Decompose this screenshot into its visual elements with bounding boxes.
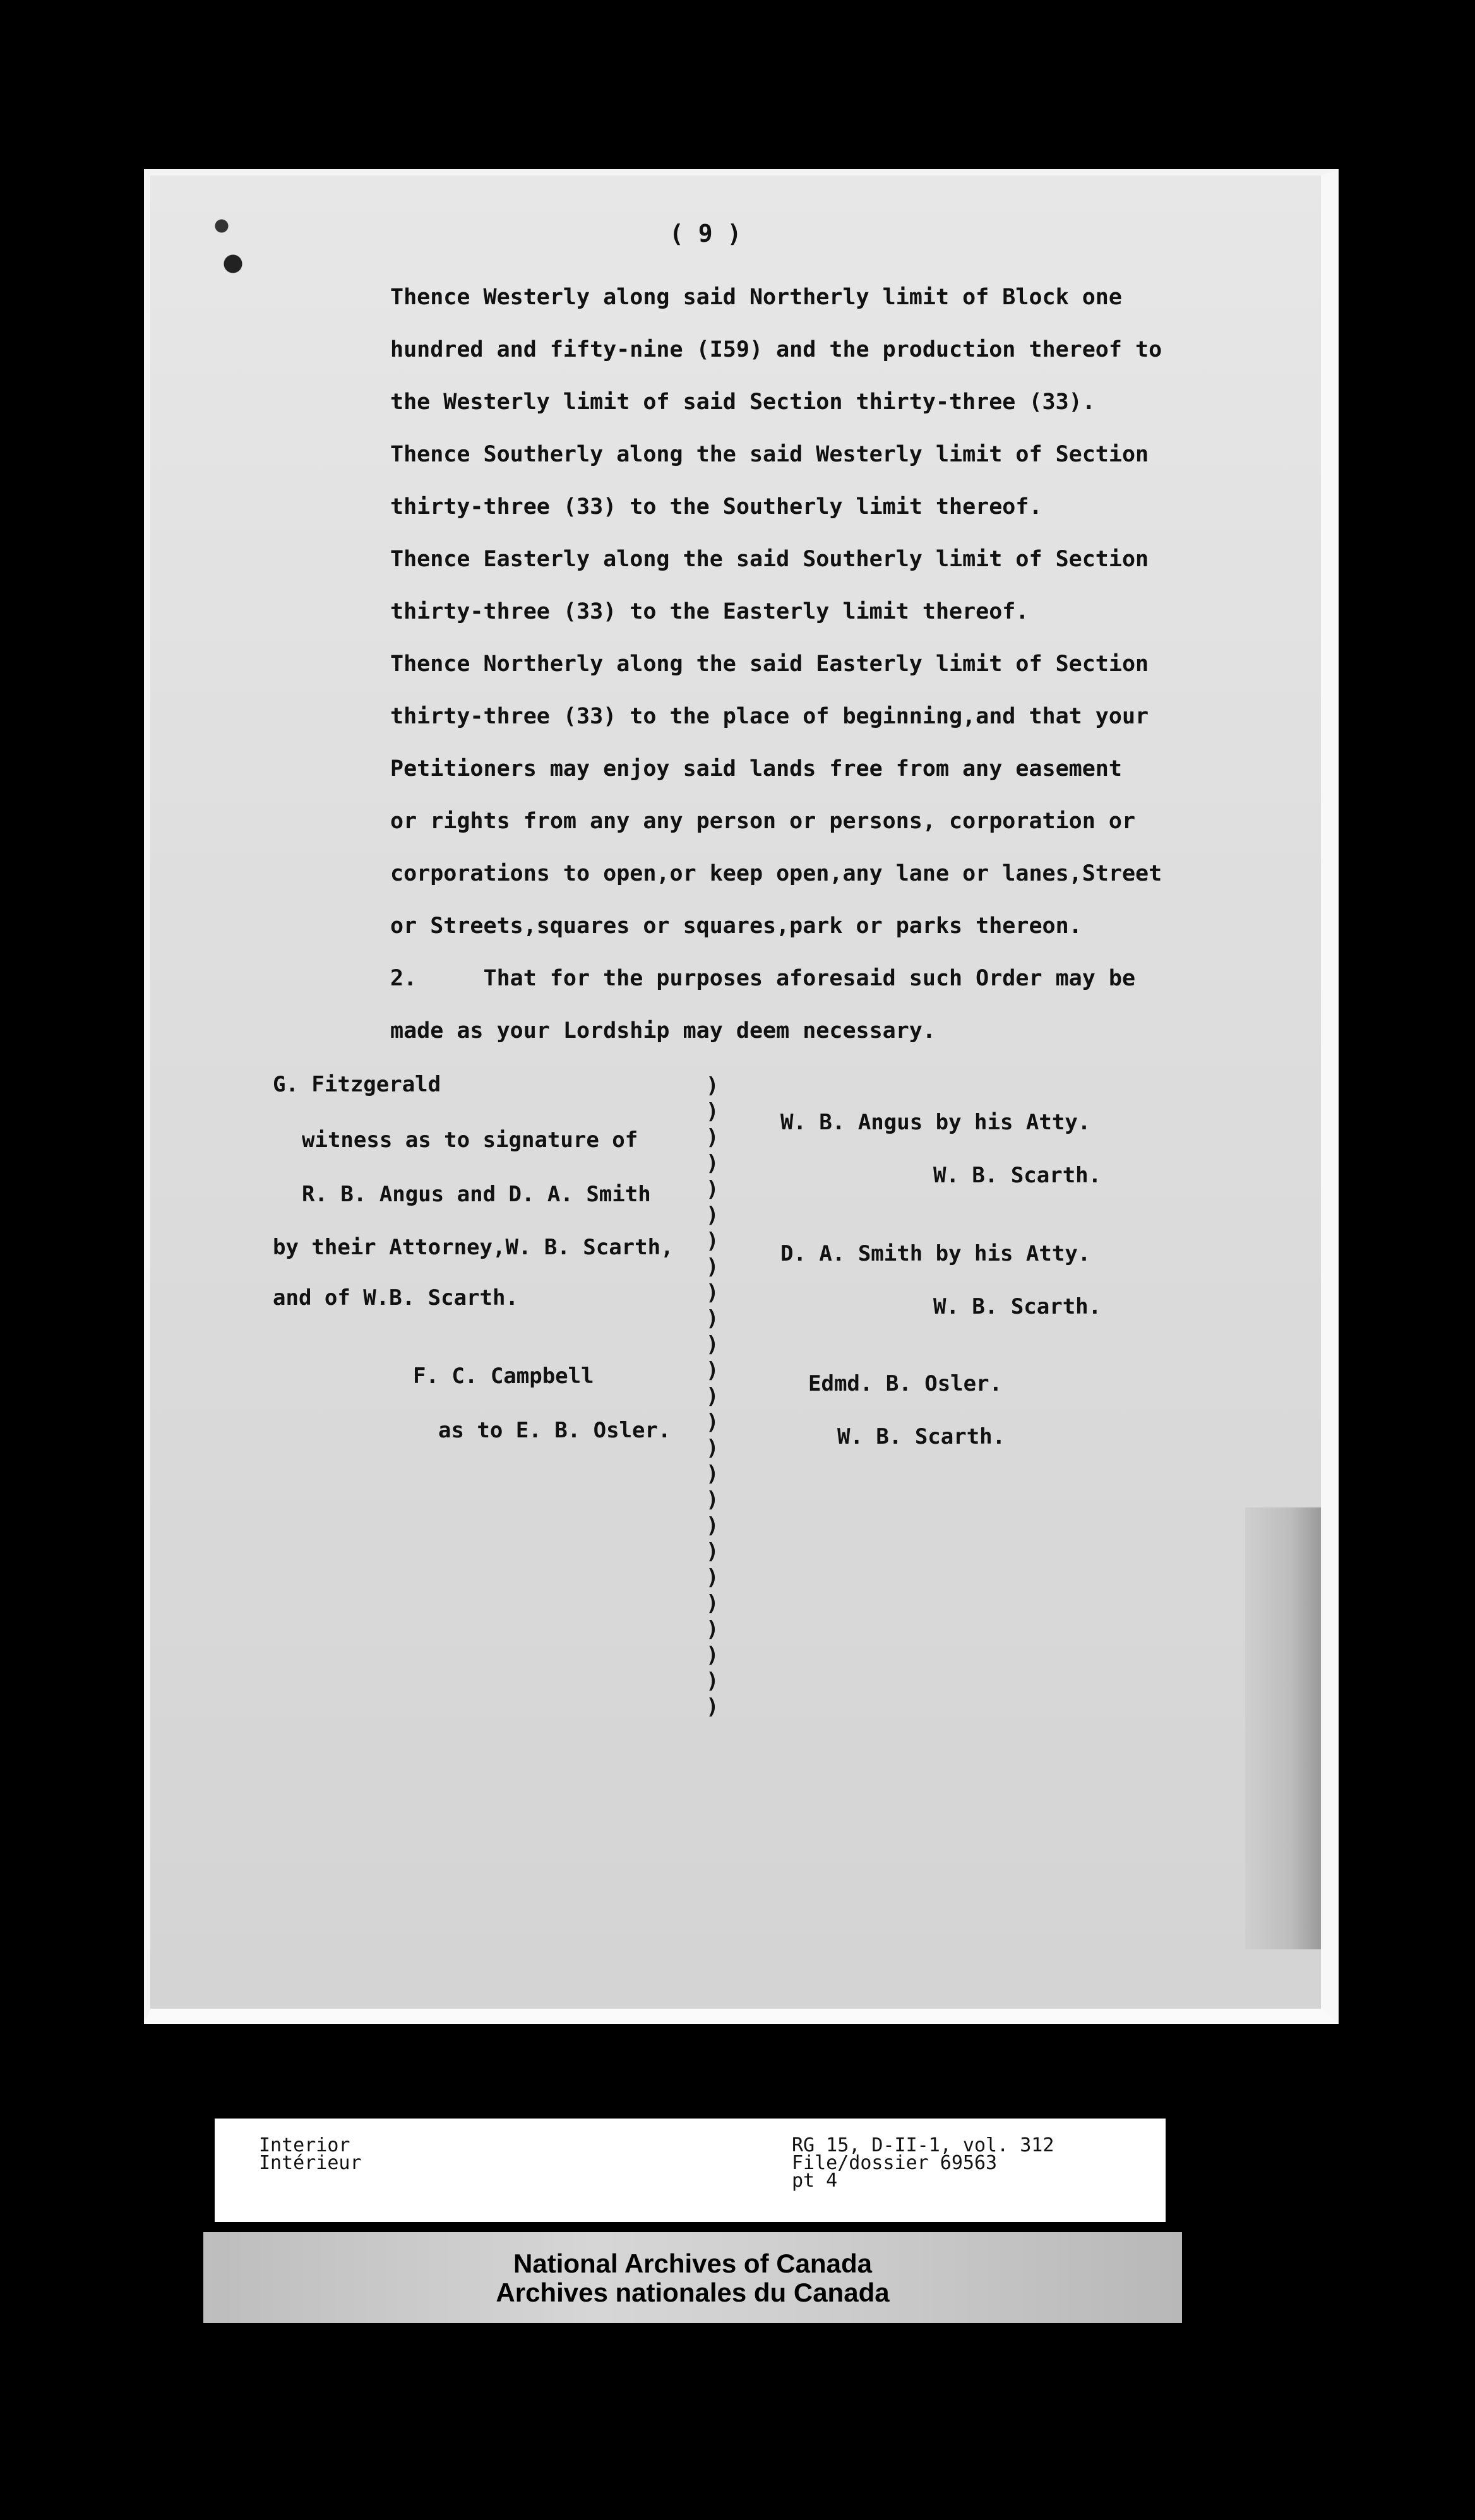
banner-english: National Archives of Canada (513, 2249, 872, 2278)
reference-line: RG 15, D-II-1, vol. 312 (792, 2134, 1054, 2156)
body-line: or rights from any any person or persons, corporation or (390, 809, 1136, 834)
signature-line: D. A. Smith by his Atty. (780, 1241, 1091, 1266)
bracket-char: ) (706, 1461, 719, 1487)
bracket-char: ) (706, 1306, 719, 1331)
banner-french: Archives nationales du Canada (496, 2278, 890, 2307)
body-text (390, 271, 1230, 1057)
bracket-char: ) (706, 1539, 719, 1564)
bracket-char: ) (706, 1591, 719, 1616)
bracket-char: ) (706, 1332, 719, 1357)
archives-banner (203, 2232, 1182, 2323)
body-line: made as your Lordship may deem necessary. (390, 1018, 936, 1043)
body-line: hundred and fifty-nine (I59) and the production thereof to (390, 337, 1162, 362)
signature-line: W. B. Scarth. (933, 1294, 1102, 1319)
bracket-char: ) (706, 1513, 719, 1538)
bracket-char: ) (706, 1643, 719, 1668)
body-line: Petitioners may enjoy said lands free from any easement (390, 756, 1122, 782)
signature-line: W. B. Scarth. (933, 1163, 1102, 1188)
signature-line: Edmd. B. Osler. (808, 1371, 1003, 1396)
torn-edge (1245, 1507, 1321, 1949)
bracket-char: ) (706, 1099, 719, 1124)
witness-line: witness as to signature of (302, 1127, 638, 1153)
witness-name: F. C. Campbell (413, 1364, 594, 1389)
bracket-char: ) (706, 1435, 719, 1461)
signature-line: W. B. Scarth. (837, 1424, 1006, 1449)
bracket-char: ) (706, 1694, 719, 1720)
bracket-char: ) (706, 1203, 719, 1228)
signature-line: W. B. Angus by his Atty. (780, 1110, 1091, 1135)
body-line: the Westerly limit of said Section thirty-three (33). (390, 389, 1096, 415)
bracket-char: ) (706, 1280, 719, 1305)
body-line: thirty-three (33) to the Southerly limit thereof. (390, 494, 1042, 520)
body-line: corporations to open,or keep open,any lane or lanes,Street (390, 861, 1162, 886)
bracket-char: ) (706, 1487, 719, 1513)
bracket-char: ) (706, 1177, 719, 1202)
witness-line: and of W.B. Scarth. (273, 1285, 518, 1311)
witness-line: R. B. Angus and D. A. Smith (302, 1182, 651, 1207)
bracket-char: ) (706, 1617, 719, 1642)
witness-line: by their Attorney,W. B. Scarth, (273, 1235, 674, 1260)
body-line: Thence Westerly along said Northerly limit of Block one (390, 285, 1122, 310)
body-line: 2. That for the purposes aforesaid such Order may be (390, 966, 1136, 991)
body-line: thirty-three (33) to the Easterly limit thereof. (390, 599, 1029, 624)
bracket-char: ) (706, 1410, 719, 1435)
bracket-char: ) (706, 1358, 719, 1383)
body-line: Thence Easterly along the said Southerly limit of Section (390, 547, 1149, 572)
bracket-char: ) (706, 1125, 719, 1150)
body-line: Thence Northerly along the said Easterly limit of Section (390, 651, 1149, 677)
torn-corner (210, 188, 248, 314)
bracket-char: ) (706, 1073, 719, 1098)
bracket-column (706, 1073, 725, 1720)
reference-line: File/dossier 69563 (792, 2152, 998, 2174)
body-line: or Streets,squares or squares,park or parks thereon. (390, 913, 1082, 939)
bracket-char: ) (706, 1384, 719, 1409)
body-line: thirty-three (33) to the place of beginning,and that your (390, 704, 1149, 729)
bracket-char: ) (706, 1228, 719, 1254)
bracket-char: ) (706, 1151, 719, 1176)
body-line: Thence Southerly along the said Westerly limit of Section (390, 442, 1149, 467)
bracket-char: ) (706, 1565, 719, 1590)
witness-line: as to E. B. Osler. (438, 1418, 671, 1443)
reference-line: pt 4 (792, 2170, 838, 2192)
archive-label (215, 2119, 1166, 2222)
witness-name: G. Fitzgerald (273, 1072, 441, 1097)
department-fr: Intérieur (259, 2152, 362, 2174)
bracket-char: ) (706, 1668, 719, 1694)
page-number: ( 9 ) (669, 220, 742, 247)
bracket-char: ) (706, 1254, 719, 1280)
department-en: Interior (259, 2134, 350, 2156)
